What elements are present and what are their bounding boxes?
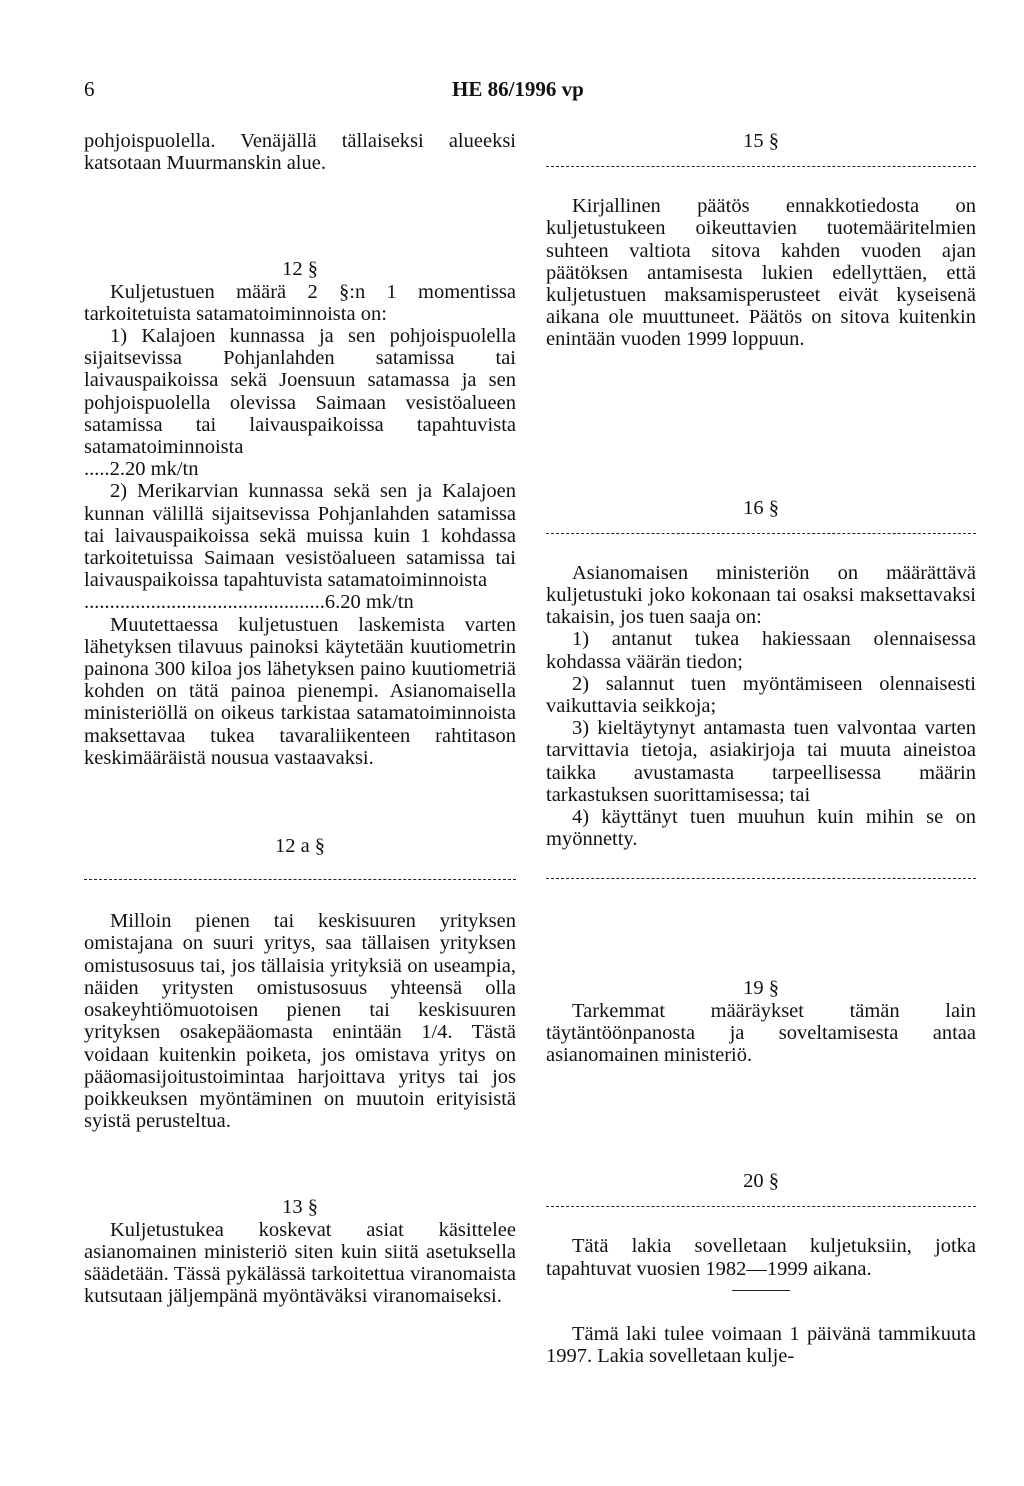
section-12-paragraph: Kuljetustuen määrä 2 §:n 1 momentissa tarkoitetuista satamatoiminnoista on: xyxy=(84,280,516,325)
page-number: 6 xyxy=(84,77,95,101)
section-13-paragraph: Kuljetustukea koskevat asiat käsittelee asianomainen ministeriö siten kuin siitä asetuksella säädetään. Tässä pykälässä tarkoitettua viranomaista kutsutaan jäljempänä myöntäväksi viranomaiseksi. xyxy=(84,1218,516,1308)
section-12a-heading: 12 a § xyxy=(274,835,326,858)
section-16-heading: 16 § xyxy=(743,496,779,519)
left-column xyxy=(84,130,516,1307)
omission-dashes xyxy=(546,533,976,534)
section-16-item-4: 4) käyttänyt tuen muuhun kuin mihin se on myönnetty. xyxy=(546,806,976,851)
section-12-item-1-value: .....2.20 mk/tn xyxy=(84,458,199,481)
section-15-paragraph: Kirjallinen päätös ennakkotiedosta on kuljetustukeen oikeuttavien tuotemääritelmien suhteen valtiota sitova kahden vuoden ajan päätöksen antamisesta lukien edellyttäen, että kuljetustuen maksamisperusteet eivät kyseisenä aikana ole muuttuneet. Päätös on sitova kuitenkin enintään vuoden 1999 loppuun. xyxy=(546,195,976,351)
section-12-item-2: 2) Merikarvian kunnassa sekä sen ja Kalajoen kunnan välillä sijaitsevissa Pohjanlahden satamissa tai laivauspaikoissa sekä muissa kuin 1 kohdassa tarkoitetuissa Saimaan vesistöalueen satamissa tai laivauspaikoissa tapahtuvista satamatoiminnoista xyxy=(84,480,516,592)
document-id: HE 86/1996 vp xyxy=(452,77,584,101)
separator-rule xyxy=(732,1290,790,1291)
right-column xyxy=(546,130,976,1367)
omission-dashes xyxy=(84,879,516,880)
section-13-heading: 13 § xyxy=(282,1196,318,1219)
section-16-item-1: 1) antanut tukea hakiessaan olennaisessa kohdassa väärän tiedon; xyxy=(546,628,976,673)
closing-paragraph: Tämä laki tulee voimaan 1 päivänä tammikuuta 1997. Lakia sovelletaan kulje- xyxy=(546,1322,976,1368)
section-19-heading: 19 § xyxy=(743,977,779,1000)
intro-text: pohjoispuolella. Venäjällä tällaiseksi alueeksi katsotaan Muurmanskin alue. xyxy=(84,130,516,175)
section-20-paragraph: Tätä lakia sovelletaan kuljetuksiin, jotka tapahtuvat vuosien 1982—1999 aikana. xyxy=(546,1235,976,1280)
omission-dashes xyxy=(546,1206,976,1207)
omission-dashes xyxy=(546,166,976,167)
section-12-item-2-value: ...............................................6.20 mk/tn xyxy=(84,591,414,614)
section-12-paragraph-2: Muutettaessa kuljetustuen laskemista varten lähetyksen tilavuus painoksi käytetään kuutiometrin painona 300 kiloa jos lähetyksen paino kuutiometriä kohden on tätä painoa pienempi. Asianomaisella ministeriöllä on oikeus tarkistaa satamatoiminnoista maksettavaa tukea tavaraliikenteen rahtitason keskimääräistä nousua vastaavaksi. xyxy=(84,613,516,769)
section-15-heading: 15 § xyxy=(743,130,779,152)
omission-dashes xyxy=(546,878,976,879)
section-16-item-3: 3) kieltäytynyt antamasta tuen valvontaa varten tarvittavia tietoja, asiakirjoja tai muuta aineistoa taikka avustamasta tarpeellisessa määrin tarkastuksen suorittamisessa; tai xyxy=(546,717,976,806)
section-16-item-2: 2) salannut tuen myöntämiseen olennaisesti vaikuttavia seikkoja; xyxy=(546,672,976,718)
section-20-heading: 20 § xyxy=(743,1170,779,1193)
section-12-item-1: 1) Kalajoen kunnassa ja sen pohjoispuolella sijaitsevissa Pohjanlahden satamissa tai laivauspaikoissa sekä Joensuun satamassa ja sen pohjoispuolella olevissa Saimaan vesistöalueen satamissa tai laivauspaikoissa tapahtuvista satamatoiminnoista xyxy=(84,325,516,459)
section-19-paragraph: Tarkemmat määräykset tämän lain täytäntöönpanosta ja soveltamisesta antaa asianomainen ministeriö. xyxy=(546,999,976,1067)
section-16-paragraph: Asianomaisen ministeriön on määrättävä kuljetustuki joko kokonaan tai osaksi maksettavaksi takaisin, jos tuen saaja on: xyxy=(546,561,976,629)
section-12a-paragraph: Milloin pienen tai keskisuuren yrityksen omistajana on suuri yritys, saa tällaisen yrityksen omistusosuus tai, jos tällaisia yrityksiä on useampia, näiden yritysten omistusosuus yhteensä olla osakeyhtiömuotoisen pienen tai keskisuuren yrityksen osakepääomasta enintään 1/4. Tästä voidaan kuitenkin poiketa, jos omistava yritys on pääomasijoitustoimintaa harjoittava yritys tai jos poikkeuksen myöntäminen on muutoin erityisistä syistä perusteltua. xyxy=(84,910,516,1133)
section-12-heading: 12 § xyxy=(282,258,318,281)
